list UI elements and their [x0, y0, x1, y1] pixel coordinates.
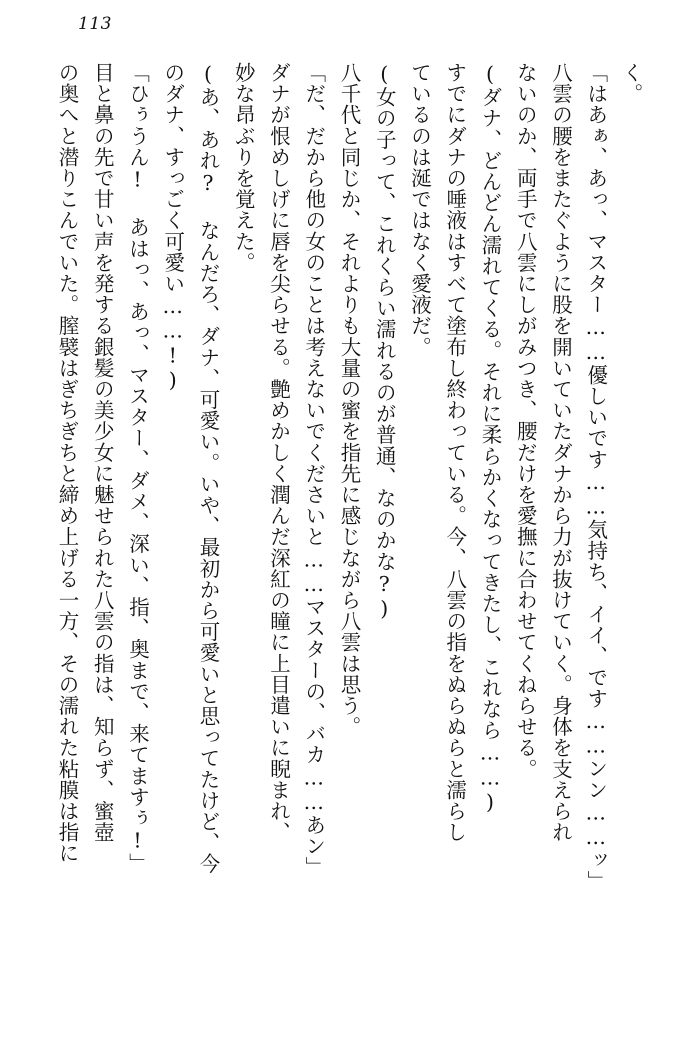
page-number: 113: [78, 14, 112, 34]
text-line: 八千代と同じか、それよりも大量の蜜を指先に感じながら八雲は思う。: [337, 62, 361, 738]
text-line: ダナが恨めしげに唇を尖らせる。艶めかしく潤んだ深紅の瞳に上目遣いに睨まれ、: [266, 62, 291, 843]
text-line: (女の子って、これくらい濡れるのが普通、なのかな?): [372, 62, 397, 622]
text-line: 「ひぅうん! あはっ、あっ、マスター、ダメ、深い、指、奥まで、来てますぅ!」: [125, 62, 150, 875]
text-line: (あ、あれ? なんだろ、ダナ、可愛い。いや、最初から可愛いと思ってたけど、今: [196, 62, 220, 875]
text-line: 「はあぁ、あっ、マスター……優しいです……気持ち、イイ、です……ンン……ッ」: [583, 62, 608, 892]
text-line: 目と鼻の先で甘い声を発する銀髪の美少女に魅せられた八雲の指は、知らず、蜜壺: [90, 62, 115, 843]
text-line: 八雲の腰をまたぐように股を開いていたダナから力が抜けていく。身体を支えられ: [548, 62, 573, 843]
text-line: ているのは涎ではなく愛液だ。: [407, 62, 432, 358]
text-line: ないのか、両手で八雲にしがみつき、腰だけを愛撫に合わせてくねらせる。: [513, 62, 538, 780]
text-line: のダナ、すっごく可愛い……!): [160, 62, 185, 393]
text-line: 妙な昂ぶりを覚えた。: [231, 62, 256, 273]
page-text-body: [48, 62, 648, 1017]
text-line: く。: [619, 62, 643, 105]
text-line: すでにダナの唾液はすべて塗布し終わっている。今、八雲の指をぬらぬらと濡らし: [442, 62, 467, 843]
text-line: の奥へと潜りこんでいた。膣襞はぎちぎちと締め上げる一方、その濡れた粘膜は指に: [55, 62, 79, 864]
text-line: (ダナ、どんどん濡れてくる。それに柔らかくなってきたし、これなら……): [478, 62, 502, 815]
text-line: 「だ、だから他の女のことは考えないでくださいと……マスターの、バカ……あン」: [301, 62, 326, 878]
